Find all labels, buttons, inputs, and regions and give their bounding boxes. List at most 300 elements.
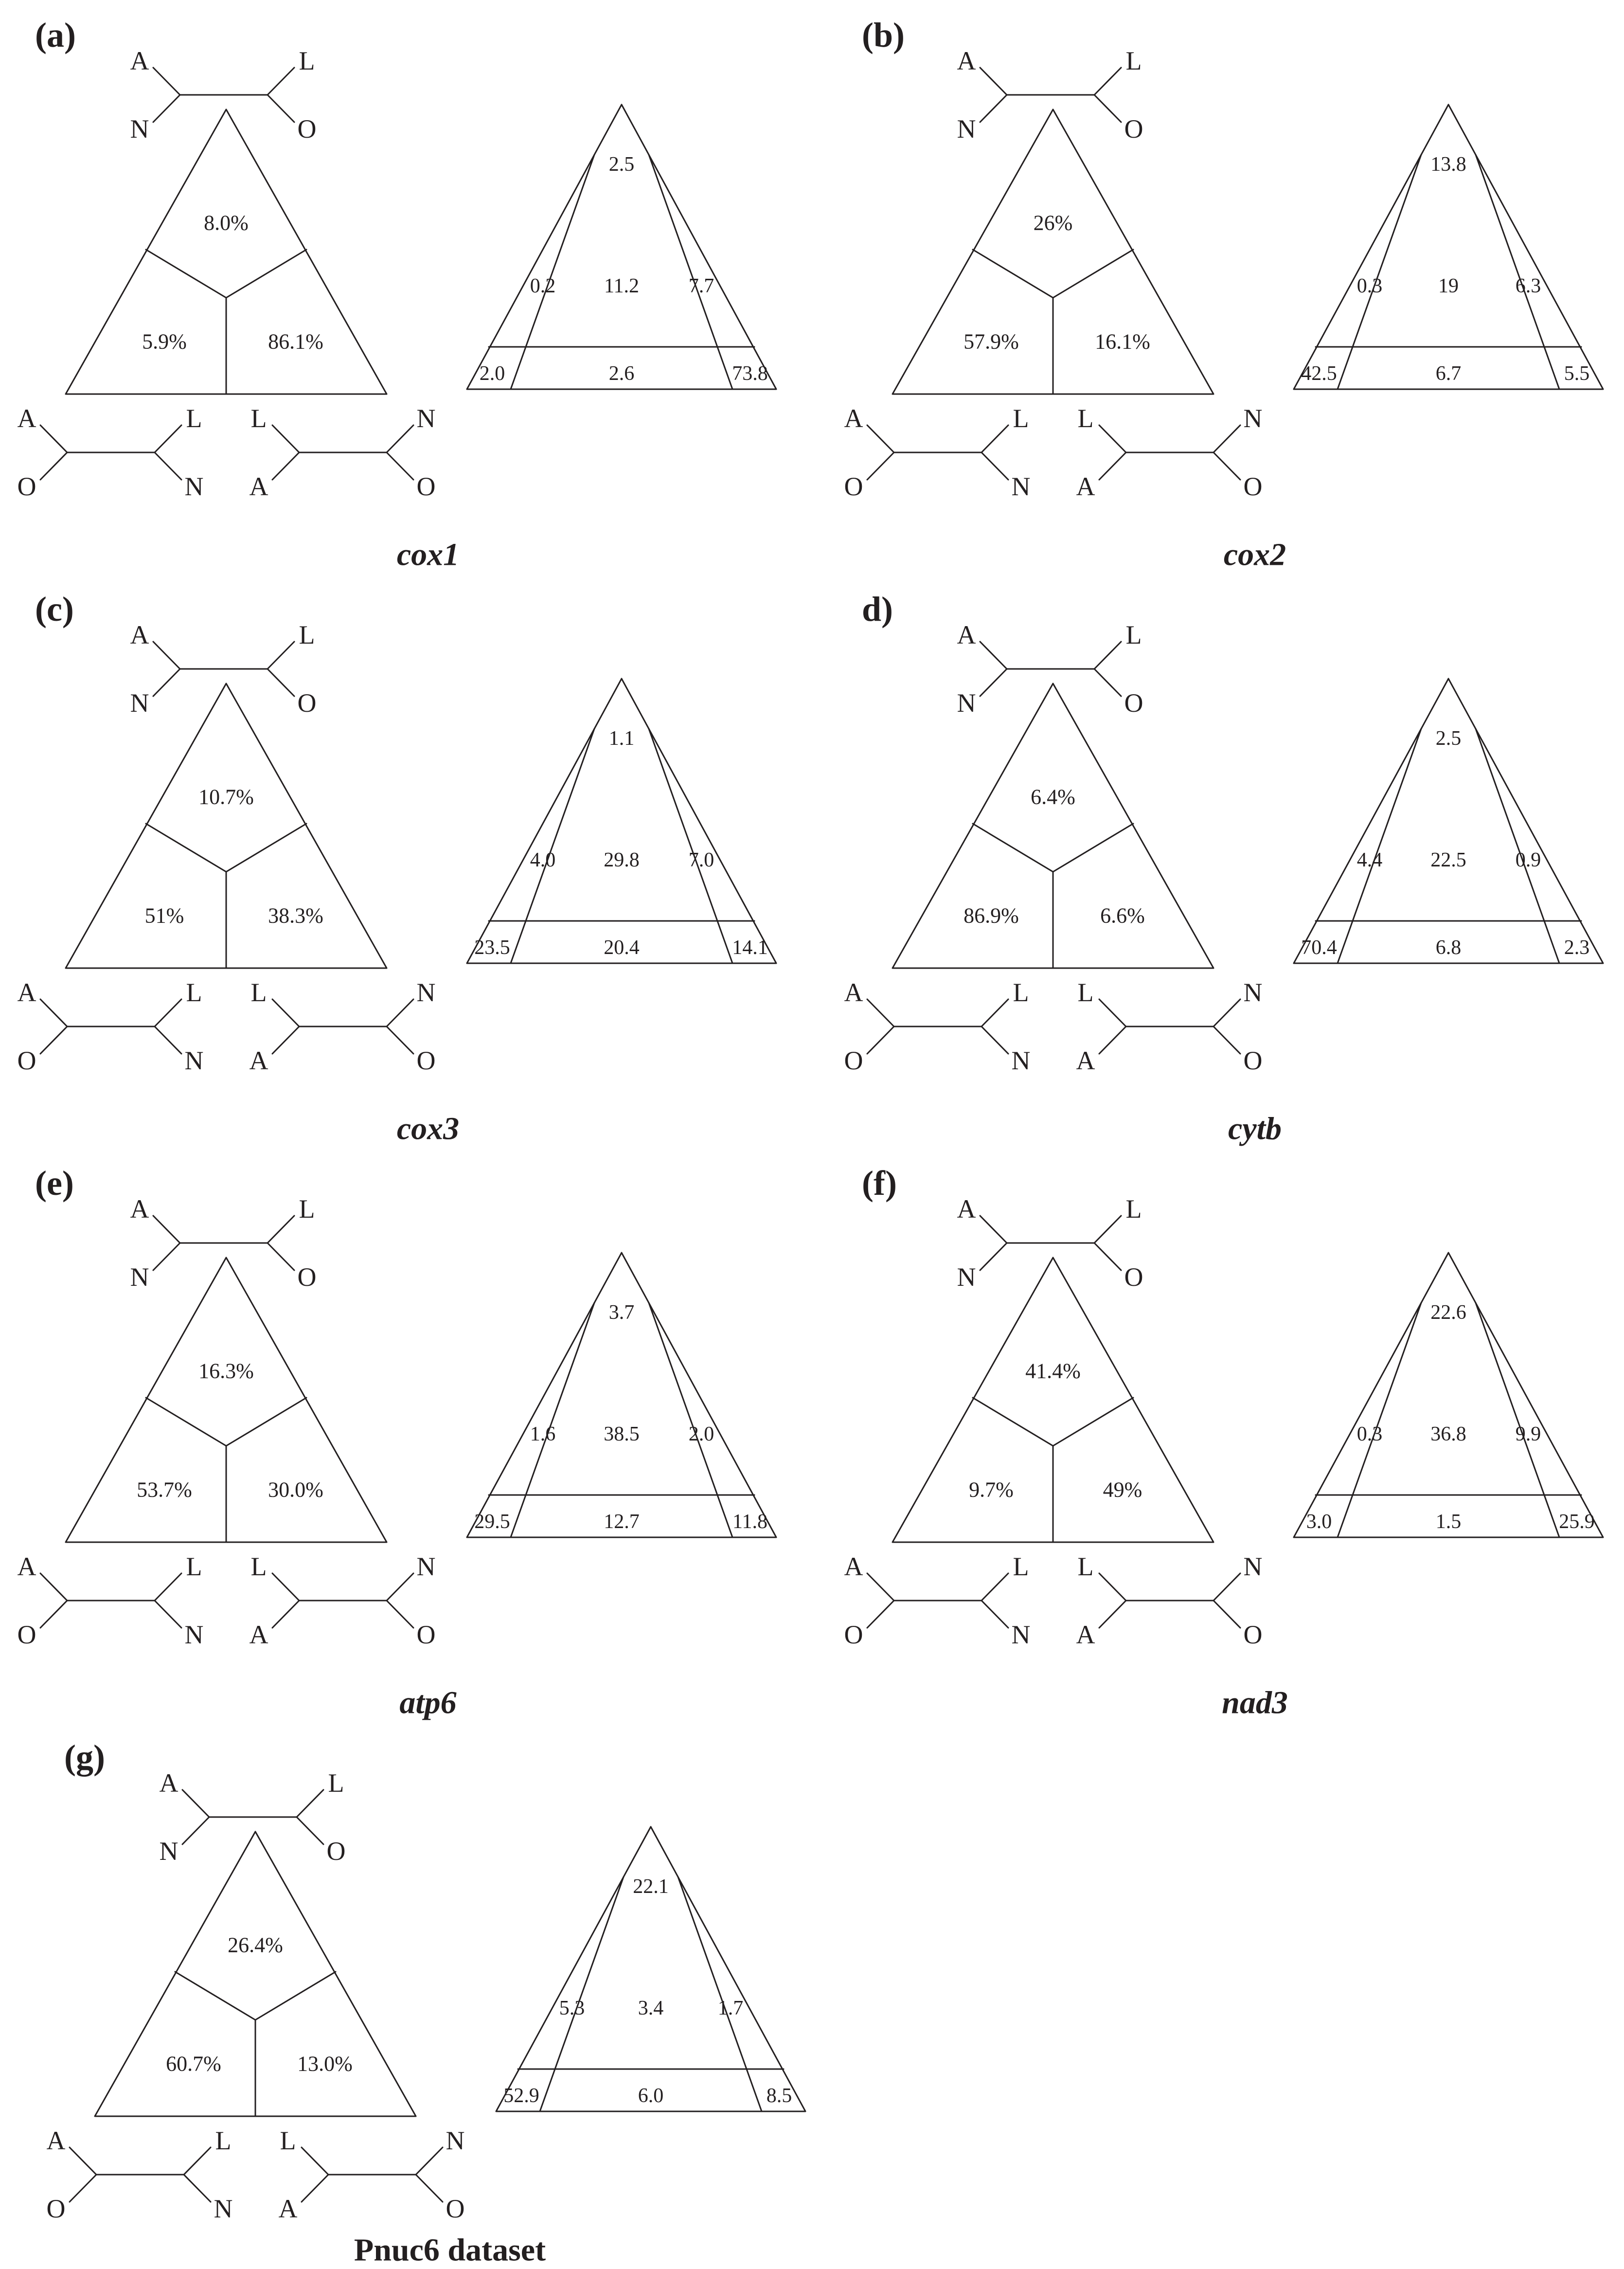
leaf-top-left: L xyxy=(250,404,267,433)
map-line-left-inner xyxy=(511,1303,594,1537)
map-value-left: 0.3 xyxy=(1356,1423,1383,1445)
tree-bottom-right xyxy=(250,1552,436,1649)
leaf-top-left: L xyxy=(250,978,267,1007)
leaf-top-left: A xyxy=(844,404,863,433)
leaf-top-right: L xyxy=(186,1552,202,1581)
map-line-right-inner xyxy=(649,155,732,389)
tree-branch xyxy=(867,1573,894,1601)
tree-branch xyxy=(1099,1026,1126,1054)
tree-branch xyxy=(272,1026,299,1054)
map-value-top: 3.7 xyxy=(608,1301,635,1324)
tree-branch xyxy=(1214,1573,1240,1601)
tree-branch xyxy=(1214,425,1240,452)
leaf-bottom-left: N xyxy=(130,114,149,144)
panel-title: Pnuc6 dataset xyxy=(354,2232,546,2268)
map-value-bottom-center: 6.7 xyxy=(1435,362,1462,385)
tree-branch xyxy=(387,1601,413,1628)
tree-bottom-left xyxy=(18,404,204,501)
partition-line-left xyxy=(973,1398,1053,1446)
tree-branch xyxy=(155,999,181,1026)
map-line-right-inner xyxy=(678,1877,762,2111)
tree-branch xyxy=(982,452,1008,480)
leaf-top-left: A xyxy=(957,620,976,649)
tree-branch xyxy=(153,669,180,696)
leaf-bottom-left: O xyxy=(844,472,863,501)
map-value-bottom-right: 5.5 xyxy=(1564,362,1590,385)
leaf-top-right: L xyxy=(1125,46,1142,75)
tree-branch xyxy=(1214,1601,1240,1628)
tree-branch xyxy=(867,425,894,452)
pct-top: 10.7% xyxy=(198,785,254,809)
map-line-left-inner xyxy=(1338,155,1421,389)
tree-bottom-left xyxy=(844,1552,1031,1649)
leaf-bottom-right: O xyxy=(416,1620,436,1649)
map-line-left-inner xyxy=(511,729,594,963)
leaf-bottom-left: O xyxy=(46,2194,66,2223)
likelihood-map xyxy=(1294,105,1603,389)
map-value-left: 0.3 xyxy=(1356,275,1383,297)
map-value-bottom-left: 42.5 xyxy=(1301,362,1337,385)
map-value-right: 7.7 xyxy=(688,275,714,297)
leaf-bottom-left: O xyxy=(844,1620,863,1649)
partition-line-left xyxy=(146,250,226,298)
partition-line-left xyxy=(146,1398,226,1446)
leaf-top-left: A xyxy=(130,1194,149,1224)
tree-branch xyxy=(153,1216,180,1243)
panel-5 xyxy=(18,1164,777,1721)
leaf-top-left: A xyxy=(159,1768,178,1798)
tree-branch xyxy=(268,95,294,122)
map-value-bottom-center: 1.5 xyxy=(1435,1511,1462,1533)
leaf-bottom-right: O xyxy=(1243,472,1263,501)
map-value-center: 38.5 xyxy=(604,1423,640,1445)
tree-branch xyxy=(982,425,1008,452)
tree-branch xyxy=(153,68,180,95)
leaf-top-right: L xyxy=(299,1194,315,1224)
leaf-top-right: L xyxy=(299,620,315,649)
panel-label: (b) xyxy=(862,16,905,54)
leaf-bottom-right: N xyxy=(184,1046,204,1075)
pct-top: 8.0% xyxy=(204,211,249,235)
map-line-left-inner xyxy=(1338,729,1421,963)
panel-title: cox2 xyxy=(1223,537,1286,573)
pct-bottom-left: 9.7% xyxy=(969,1477,1014,1502)
panel-1 xyxy=(18,16,777,573)
map-value-bottom-left: 23.5 xyxy=(474,936,510,959)
leaf-bottom-right: O xyxy=(416,1046,436,1075)
leaf-top-right: N xyxy=(416,978,436,1007)
panel-title: cytb xyxy=(1228,1111,1282,1147)
tree-top xyxy=(160,1768,346,1866)
leaf-bottom-right: O xyxy=(297,688,317,718)
tree-bottom-right xyxy=(279,2126,465,2223)
pct-bottom-left: 86.9% xyxy=(964,903,1019,928)
leaf-bottom-left: A xyxy=(249,472,268,501)
leaf-top-right: L xyxy=(1125,1194,1142,1224)
map-value-left: 0.2 xyxy=(530,275,556,297)
panel-3 xyxy=(18,590,777,1147)
pct-bottom-left: 5.9% xyxy=(142,329,187,354)
tree-branch xyxy=(980,95,1007,122)
tree-branch xyxy=(70,2147,96,2175)
map-value-right: 9.9 xyxy=(1515,1423,1541,1445)
leaf-top-right: N xyxy=(1243,978,1263,1007)
leaf-bottom-right: O xyxy=(326,1837,346,1866)
leaf-bottom-right: N xyxy=(184,1620,204,1649)
leaf-bottom-left: A xyxy=(249,1620,268,1649)
tree-branch xyxy=(302,2175,328,2202)
map-line-left-inner xyxy=(1338,1303,1421,1537)
tree-bottom-right xyxy=(250,978,436,1075)
tree-branch xyxy=(1214,452,1240,480)
likelihood-map xyxy=(496,1827,805,2111)
map-value-bottom-left: 2.0 xyxy=(479,362,505,385)
tree-branch xyxy=(982,1573,1008,1601)
map-value-center: 11.2 xyxy=(604,275,639,297)
tree-branch xyxy=(1099,1601,1126,1628)
pct-bottom-right: 49% xyxy=(1103,1477,1142,1502)
map-value-left: 5.3 xyxy=(559,1997,585,2019)
leaf-bottom-right: O xyxy=(1243,1620,1263,1649)
map-line-right-inner xyxy=(1476,729,1559,963)
leaf-bottom-right: N xyxy=(1011,472,1031,501)
tree-branch xyxy=(1099,452,1126,480)
tree-branch xyxy=(982,999,1008,1026)
pct-bottom-right: 13.0% xyxy=(297,2052,353,2076)
leaf-top-right: L xyxy=(186,404,202,433)
map-value-bottom-right: 73.8 xyxy=(732,362,768,385)
partition-line-left xyxy=(146,824,226,872)
panel-label: d) xyxy=(862,590,893,629)
tree-bottom-right xyxy=(1076,1552,1263,1649)
tree-branch xyxy=(40,1573,67,1601)
tree-branch xyxy=(302,2147,328,2175)
partition-line-left xyxy=(973,824,1053,872)
leaf-top-left: A xyxy=(17,978,36,1007)
map-value-bottom-right: 14.1 xyxy=(732,936,768,959)
map-value-bottom-right: 2.3 xyxy=(1564,936,1590,959)
tree-branch xyxy=(297,1790,323,1817)
map-line-right-inner xyxy=(1476,1303,1559,1537)
panel-2 xyxy=(844,16,1604,573)
map-value-right: 0.9 xyxy=(1515,849,1541,871)
tree-branch xyxy=(268,642,294,669)
tree-branch xyxy=(40,999,67,1026)
map-value-bottom-left: 70.4 xyxy=(1301,936,1337,959)
partition-line-left xyxy=(973,250,1053,298)
tree-branch xyxy=(153,1243,180,1270)
tree-branch xyxy=(155,1601,181,1628)
map-value-top: 13.8 xyxy=(1430,153,1466,176)
leaf-bottom-left: N xyxy=(130,1262,149,1292)
leaf-top-left: L xyxy=(1077,1552,1094,1581)
leaf-top-left: A xyxy=(17,1552,36,1581)
leaf-top-right: L xyxy=(186,978,202,1007)
leaf-top-right: N xyxy=(416,1552,436,1581)
pct-bottom-right: 6.6% xyxy=(1100,903,1145,928)
tree-branch xyxy=(272,425,299,452)
leaf-top-left: A xyxy=(17,404,36,433)
leaf-top-right: L xyxy=(1013,978,1029,1007)
leaf-top-right: L xyxy=(215,2126,232,2155)
leaf-top-right: N xyxy=(446,2126,465,2155)
tree-branch xyxy=(155,425,181,452)
partition-line-right xyxy=(1053,1398,1133,1446)
tree-branch xyxy=(40,425,67,452)
panel-label: (c) xyxy=(35,590,74,629)
tree-bottom-left xyxy=(844,404,1031,501)
tree-branch xyxy=(1099,1573,1126,1601)
map-value-bottom-center: 2.6 xyxy=(608,362,635,385)
tree-top xyxy=(957,620,1143,718)
map-value-bottom-left: 52.9 xyxy=(503,2085,539,2107)
tree-branch xyxy=(387,1026,413,1054)
leaf-bottom-left: N xyxy=(957,1262,976,1292)
tree-branch xyxy=(387,1573,413,1601)
likelihood-map xyxy=(467,679,776,963)
map-value-center: 36.8 xyxy=(1430,1423,1466,1445)
tree-branch xyxy=(272,999,299,1026)
leaf-bottom-right: N xyxy=(1011,1046,1031,1075)
tree-branch xyxy=(184,2147,211,2175)
leaf-bottom-left: O xyxy=(17,1046,36,1075)
tree-branch xyxy=(982,1601,1008,1628)
leaf-bottom-left: O xyxy=(17,472,36,501)
tree-branch xyxy=(1094,669,1121,696)
quartet-triangle xyxy=(95,1832,416,2116)
partition-line-right xyxy=(1053,250,1133,298)
pct-bottom-left: 57.9% xyxy=(964,329,1019,354)
map-value-left: 4.0 xyxy=(530,849,556,871)
leaf-bottom-right: O xyxy=(1124,1262,1143,1292)
pct-bottom-right: 16.1% xyxy=(1095,329,1150,354)
map-value-bottom-center: 6.8 xyxy=(1435,936,1462,959)
tree-top xyxy=(130,1194,317,1292)
map-value-top: 2.5 xyxy=(1435,727,1462,750)
pct-top: 6.4% xyxy=(1031,785,1075,809)
panel-label: (f) xyxy=(862,1164,897,1203)
leaf-top-left: A xyxy=(130,620,149,649)
partition-line-left xyxy=(175,1972,255,2020)
leaf-bottom-left: A xyxy=(278,2194,298,2223)
leaf-bottom-left: A xyxy=(1076,1046,1095,1075)
map-line-left-inner xyxy=(540,1877,624,2111)
leaf-bottom-right: O xyxy=(416,472,436,501)
partition-line-right xyxy=(226,824,306,872)
tree-bottom-left xyxy=(844,978,1031,1075)
map-line-right-inner xyxy=(1476,155,1559,389)
tree-top xyxy=(957,1194,1143,1292)
leaf-bottom-right: O xyxy=(1124,114,1143,144)
tree-branch xyxy=(982,1026,1008,1054)
tree-branch xyxy=(153,95,180,122)
pct-top: 26% xyxy=(1033,211,1073,235)
pct-top: 41.4% xyxy=(1025,1359,1081,1383)
likelihood-map xyxy=(467,105,776,389)
tree-bottom-left xyxy=(18,1552,204,1649)
map-line-left-inner xyxy=(511,155,594,389)
quartet-triangle xyxy=(66,109,387,394)
tree-branch xyxy=(1099,999,1126,1026)
tree-branch xyxy=(182,1817,209,1844)
map-line-right-inner xyxy=(649,1303,732,1537)
tree-branch xyxy=(155,1026,181,1054)
tree-branch xyxy=(268,1243,294,1270)
likelihood-map xyxy=(467,1253,776,1537)
leaf-top-left: A xyxy=(957,46,976,75)
leaf-top-right: N xyxy=(1243,404,1263,433)
tree-branch xyxy=(1214,1026,1240,1054)
tree-branch xyxy=(1094,1243,1121,1270)
panel-title: nad3 xyxy=(1222,1685,1288,1721)
map-value-bottom-center: 6.0 xyxy=(638,2085,664,2107)
map-value-center: 19 xyxy=(1438,275,1459,297)
leaf-top-left: L xyxy=(280,2126,296,2155)
panel-7 xyxy=(47,1738,806,2268)
tree-branch xyxy=(416,2147,443,2175)
map-value-center: 22.5 xyxy=(1430,849,1466,871)
leaf-bottom-right: O xyxy=(297,114,317,144)
panel-label: (g) xyxy=(64,1738,105,1777)
leaf-top-left: A xyxy=(46,2126,66,2155)
leaf-bottom-left: N xyxy=(957,114,976,144)
tree-top xyxy=(130,620,317,718)
leaf-top-right: L xyxy=(328,1768,344,1798)
likelihood-map xyxy=(1294,1253,1603,1537)
map-value-top: 2.5 xyxy=(608,153,635,176)
tree-branch xyxy=(155,452,181,480)
leaf-top-left: A xyxy=(957,1194,976,1224)
map-value-top: 1.1 xyxy=(608,727,635,750)
leaf-top-left: A xyxy=(844,978,863,1007)
quartet-triangle xyxy=(892,684,1214,968)
partition-line-right xyxy=(226,250,306,298)
pct-top: 16.3% xyxy=(198,1359,254,1383)
leaf-top-right: L xyxy=(1125,620,1142,649)
panel-title: cox1 xyxy=(396,537,460,573)
tree-branch xyxy=(268,669,294,696)
tree-top xyxy=(130,46,317,144)
map-value-left: 1.6 xyxy=(530,1423,556,1445)
tree-bottom-right xyxy=(250,404,436,501)
leaf-bottom-left: A xyxy=(1076,472,1095,501)
tree-branch xyxy=(1214,999,1240,1026)
tree-branch xyxy=(272,452,299,480)
tree-branch xyxy=(980,669,1007,696)
tree-branch xyxy=(387,999,413,1026)
leaf-bottom-right: N xyxy=(184,472,204,501)
tree-branch xyxy=(1094,642,1121,669)
pct-bottom-left: 60.7% xyxy=(166,2052,221,2076)
leaf-bottom-right: O xyxy=(1243,1046,1263,1075)
map-value-left: 4.4 xyxy=(1356,849,1383,871)
leaf-top-right: L xyxy=(1013,1552,1029,1581)
map-value-center: 29.8 xyxy=(604,849,640,871)
tree-branch xyxy=(40,1601,67,1628)
tree-branch xyxy=(268,68,294,95)
leaf-top-right: N xyxy=(416,404,436,433)
tree-branch xyxy=(980,68,1007,95)
tree-branch xyxy=(184,2175,211,2202)
partition-line-right xyxy=(1053,824,1133,872)
tree-branch xyxy=(416,2175,443,2202)
map-value-bottom-center: 12.7 xyxy=(604,1511,640,1533)
map-value-center: 3.4 xyxy=(638,1997,664,2019)
tree-bottom-left xyxy=(47,2126,233,2223)
tree-branch xyxy=(182,1790,209,1817)
leaf-bottom-left: N xyxy=(130,688,149,718)
tree-branch xyxy=(387,452,413,480)
tree-branch xyxy=(40,1026,67,1054)
leaf-top-left: A xyxy=(844,1552,863,1581)
tree-branch xyxy=(1094,95,1121,122)
leaf-bottom-right: N xyxy=(214,2194,233,2223)
pct-bottom-left: 51% xyxy=(144,903,184,928)
leaf-bottom-left: O xyxy=(17,1620,36,1649)
map-value-right: 7.0 xyxy=(688,849,714,871)
tree-branch xyxy=(1099,425,1126,452)
pct-bottom-right: 30.0% xyxy=(268,1477,323,1502)
tree-bottom-right xyxy=(1076,978,1263,1075)
leaf-bottom-right: O xyxy=(1124,688,1143,718)
tree-branch xyxy=(980,1216,1007,1243)
tree-branch xyxy=(268,1216,294,1243)
map-value-bottom-right: 25.9 xyxy=(1559,1511,1595,1533)
panel-4 xyxy=(844,590,1604,1147)
panel-title: cox3 xyxy=(396,1111,460,1147)
partition-line-right xyxy=(255,1972,336,2020)
pct-bottom-right: 38.3% xyxy=(268,903,323,928)
map-value-bottom-right: 8.5 xyxy=(766,2085,792,2107)
tree-top xyxy=(957,46,1143,144)
leaf-bottom-left: N xyxy=(957,688,976,718)
panel-label: (a) xyxy=(35,16,76,54)
tree-branch xyxy=(153,642,180,669)
leaf-top-left: L xyxy=(1077,404,1094,433)
map-value-top: 22.6 xyxy=(1430,1301,1466,1324)
map-value-right: 2.0 xyxy=(688,1423,714,1445)
map-line-right-inner xyxy=(649,729,732,963)
leaf-bottom-left: A xyxy=(1076,1620,1095,1649)
pct-bottom-right: 86.1% xyxy=(268,329,323,354)
leaf-top-right: L xyxy=(1013,404,1029,433)
tree-bottom-right xyxy=(1076,404,1263,501)
partition-line-right xyxy=(226,1398,306,1446)
tree-branch xyxy=(297,1817,323,1844)
leaf-top-left: A xyxy=(130,46,149,75)
leaf-bottom-left: N xyxy=(159,1837,178,1866)
leaf-top-left: L xyxy=(250,1552,267,1581)
tree-branch xyxy=(867,999,894,1026)
tree-branch xyxy=(387,425,413,452)
map-value-top: 22.1 xyxy=(633,1875,669,1898)
tree-branch xyxy=(155,1573,181,1601)
leaf-bottom-left: A xyxy=(249,1046,268,1075)
quartet-triangle xyxy=(66,1258,387,1542)
panel-label: (e) xyxy=(35,1164,74,1203)
map-value-bottom-right: 11.8 xyxy=(732,1511,767,1533)
tree-branch xyxy=(70,2175,96,2202)
tree-bottom-left xyxy=(18,978,204,1075)
tree-branch xyxy=(1094,68,1121,95)
tree-branch xyxy=(40,452,67,480)
leaf-bottom-left: O xyxy=(844,1046,863,1075)
likelihood-map xyxy=(1294,679,1603,963)
tree-branch xyxy=(1094,1216,1121,1243)
tree-branch xyxy=(980,1243,1007,1270)
tree-branch xyxy=(980,642,1007,669)
pct-top: 26.4% xyxy=(228,1933,283,1957)
